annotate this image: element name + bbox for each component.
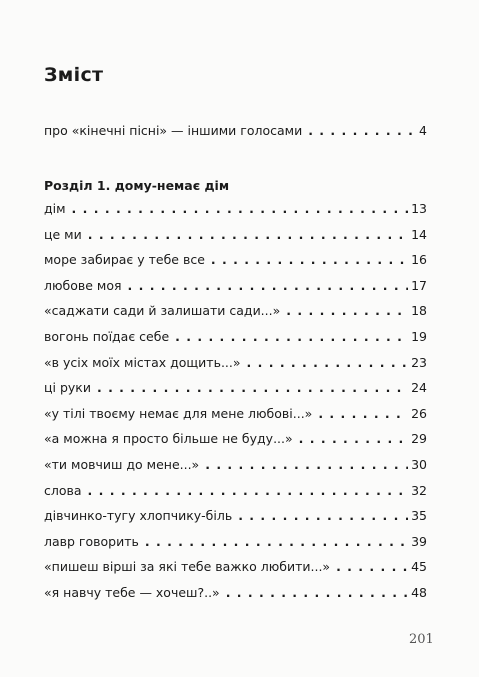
dot-leader xyxy=(299,431,408,447)
toc-entry-page: 48 xyxy=(411,585,427,600)
toc-entry xyxy=(44,431,427,447)
toc-entry xyxy=(44,508,427,524)
toc-entry xyxy=(44,457,427,473)
toc-entry-page: 16 xyxy=(411,252,427,268)
dot-leader xyxy=(88,483,409,499)
toc-entry-label: слова xyxy=(44,482,82,498)
toc-entry-label: ці руки xyxy=(44,380,91,396)
toc-entry-label: «у тілі твоєму немає для мене любові...» xyxy=(44,405,313,421)
toc-entry-page: 18 xyxy=(411,303,427,319)
toc-entry-label: про «кінечні пісні» — іншими голосами xyxy=(44,123,303,138)
toc-entry xyxy=(44,227,427,243)
dot-leader xyxy=(72,201,409,217)
toc-entry-label: «саджати сади й залишати сади...» xyxy=(44,303,281,319)
toc-entry-page: 24 xyxy=(411,380,427,396)
toc-entry xyxy=(44,201,427,217)
toc-entry-label: «а можна я просто більше не буду...» xyxy=(44,431,293,447)
toc-entry xyxy=(44,355,427,371)
dot-leader xyxy=(238,508,408,524)
toc-entry-label: це ми xyxy=(44,226,82,242)
toc-entry xyxy=(44,303,427,319)
dot-leader xyxy=(226,585,408,601)
toc-entry-label: дім xyxy=(44,201,66,216)
dot-leader xyxy=(211,252,408,268)
dot-leader xyxy=(88,227,408,243)
toc-entry xyxy=(44,483,427,499)
toc-entry-page: 19 xyxy=(411,329,427,344)
toc-entry-label: вогонь поїдає себе xyxy=(44,329,170,344)
toc-entry-page: 17 xyxy=(411,277,427,293)
toc-entry-page: 32 xyxy=(411,482,427,498)
page-title: Зміст xyxy=(44,64,104,86)
page-number: 201 xyxy=(409,632,434,647)
toc-entry-page: 29 xyxy=(411,431,427,447)
toc-entry-page: 45 xyxy=(411,559,427,575)
toc-entry-page: 39 xyxy=(411,533,427,549)
toc-entry-page: 23 xyxy=(411,354,427,370)
toc-entry-label: «в усіх моїх містах дощить...» xyxy=(44,354,241,370)
toc-entry-label: «пишеш вірші за які тебе важко любити...» xyxy=(44,559,331,575)
dot-leader xyxy=(145,534,408,550)
dot-leader xyxy=(286,303,408,319)
toc-entry-page: 14 xyxy=(411,226,427,242)
toc-entry-label: «ти мовчиш до мене...» xyxy=(44,457,200,472)
dot-leader xyxy=(97,380,408,396)
toc-entry-label: лавр говорить xyxy=(44,533,139,549)
toc-entry-page: 4 xyxy=(419,123,427,138)
toc-entry xyxy=(44,278,427,294)
dot-leader xyxy=(318,406,408,422)
toc-entry-intro xyxy=(44,123,427,139)
toc-entry-page: 30 xyxy=(411,457,427,472)
toc-entry xyxy=(44,534,427,550)
toc-entry-label: любове моя xyxy=(44,277,122,293)
dot-leader xyxy=(205,457,408,473)
dot-leader xyxy=(247,355,409,371)
dot-leader xyxy=(308,123,416,139)
toc-entry-page: 35 xyxy=(411,508,427,524)
toc-entry-page: 13 xyxy=(411,201,427,216)
toc-entry-label: море забирає у тебе все xyxy=(44,252,205,268)
toc-entry xyxy=(44,406,427,422)
toc-entry xyxy=(44,329,427,345)
dot-leader xyxy=(175,329,408,345)
dot-leader xyxy=(128,278,409,294)
toc-entry xyxy=(44,585,427,601)
dot-leader xyxy=(336,559,408,575)
toc-entry xyxy=(44,380,427,396)
toc-entry xyxy=(44,252,427,268)
toc-entry-page: 26 xyxy=(411,405,427,421)
section-heading: Розділ 1. дому-немає дім xyxy=(44,178,230,193)
toc-entry xyxy=(44,559,427,575)
toc-entry-label: дівчинко-тугу хлопчику-біль xyxy=(44,508,233,524)
toc-entry-label: «я навчу тебе — хочеш?..» xyxy=(44,585,220,600)
